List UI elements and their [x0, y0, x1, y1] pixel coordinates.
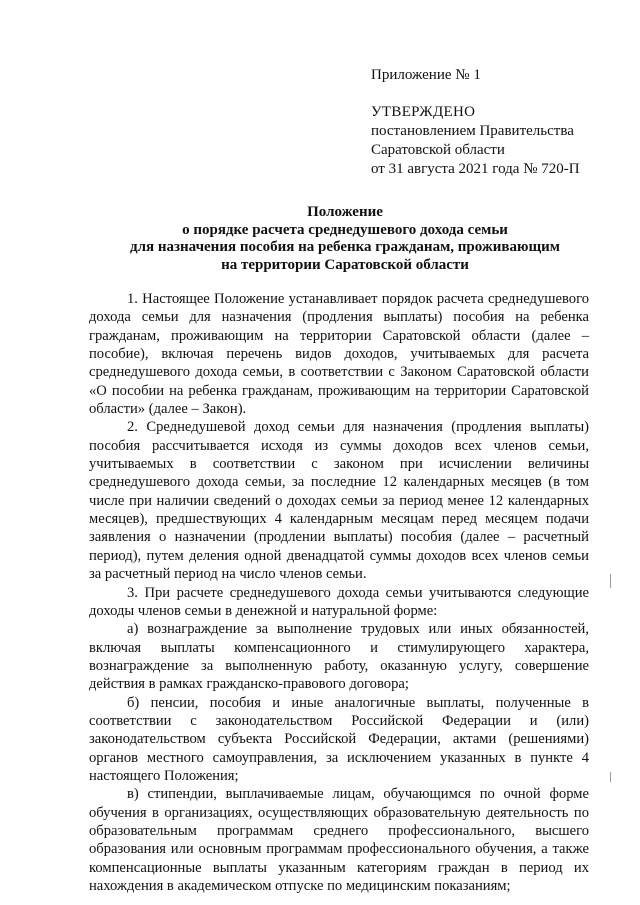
document-title	[80, 204, 610, 274]
appendix-label: Приложение № 1	[371, 67, 481, 83]
paragraph-2: 2. Среднедушевой доход семьи для назначения (продления выплаты) пособия рассчитывается исходя из суммы доходов всех членов семьи, учитываемых в соответствии с законом при исчислении величины среднедушевого дохода семьи, за последние 12 календарных месяцев (в том числе при наличии сведений о доходах семьи за период менее 12 календарных месяцев), предшествующих 4 календарным месяцам перед месяцем подачи заявления о назначении (продлении выплаты) пособия (далее – расчетный период), путем деления одной двенадцатой суммы доходов всех членов семьи за расчетный период на число членов семьи.	[89, 419, 589, 583]
approval-header	[371, 66, 621, 179]
approved-by-line: постановлением Правительства	[371, 123, 574, 139]
title-line: на территории Саратовской области	[221, 256, 469, 273]
subparagraph-c: в) стипендии, выплачиваемые лицам, обучающимся по очной форме обучения в организациях, осуществляющих образовательную деятельность по образовательным программам среднего профессионального, высшего образования или основным программам профессионального обучения, а также компенсационные выплаты указанным категориям граждан в период их нахождения в академическом отпуске по медицинским показаниям;	[89, 786, 589, 894]
document-body	[89, 290, 589, 895]
scan-artifact-mark	[610, 772, 611, 782]
scan-artifact-mark	[610, 574, 611, 588]
title-line: о порядке расчета среднедушевого дохода семьи	[182, 221, 508, 238]
title-line: для назначения пособия на ребенка гражданам, проживающим	[129, 239, 560, 255]
approved-by-region: Саратовской области	[371, 142, 505, 158]
title-line: Положение	[307, 204, 383, 220]
paragraph-3: 3. При расчете среднедушевого дохода семьи учитываются следующие доходы членов семьи в денежной и натуральной форме:	[89, 584, 589, 619]
approved-label: УТВЕРЖДЕНО	[371, 104, 476, 120]
subparagraph-a: а) вознаграждение за выполнение трудовых или иных обязанностей, включая выплаты компенсационного и стимулирующего характера, вознаграждение за выполненную работу, оказанную услугу, совершение действия в рамках гражданско-правового договора;	[89, 621, 589, 693]
approved-date: от 31 августа 2021 года № 720-П	[371, 161, 580, 177]
paragraph-1: 1. Настоящее Положение устанавливает порядок расчета среднедушевого дохода семьи для назначения (продления выплаты) пособия на ребенка гражданам, проживающим на территории Саратовской области (далее – пособие), включая перечень видов доходов, учитываемых для расчета среднедушевого дохода семьи, в соответствии с Законом Саратовской области «О пособии на ребенка гражданам, проживающим на территории Саратовской области» (далее – Закон).	[89, 291, 589, 418]
subparagraph-b: б) пенсии, пособия и иные аналогичные выплаты, полученные в соответствии с законодательством Российской Федерации и (или) законодательством субъекта Российской Федерации, актами (решениями) органов местного самоуправления, за исключением указанных в пункте 4 настоящего Положения;	[89, 694, 589, 784]
